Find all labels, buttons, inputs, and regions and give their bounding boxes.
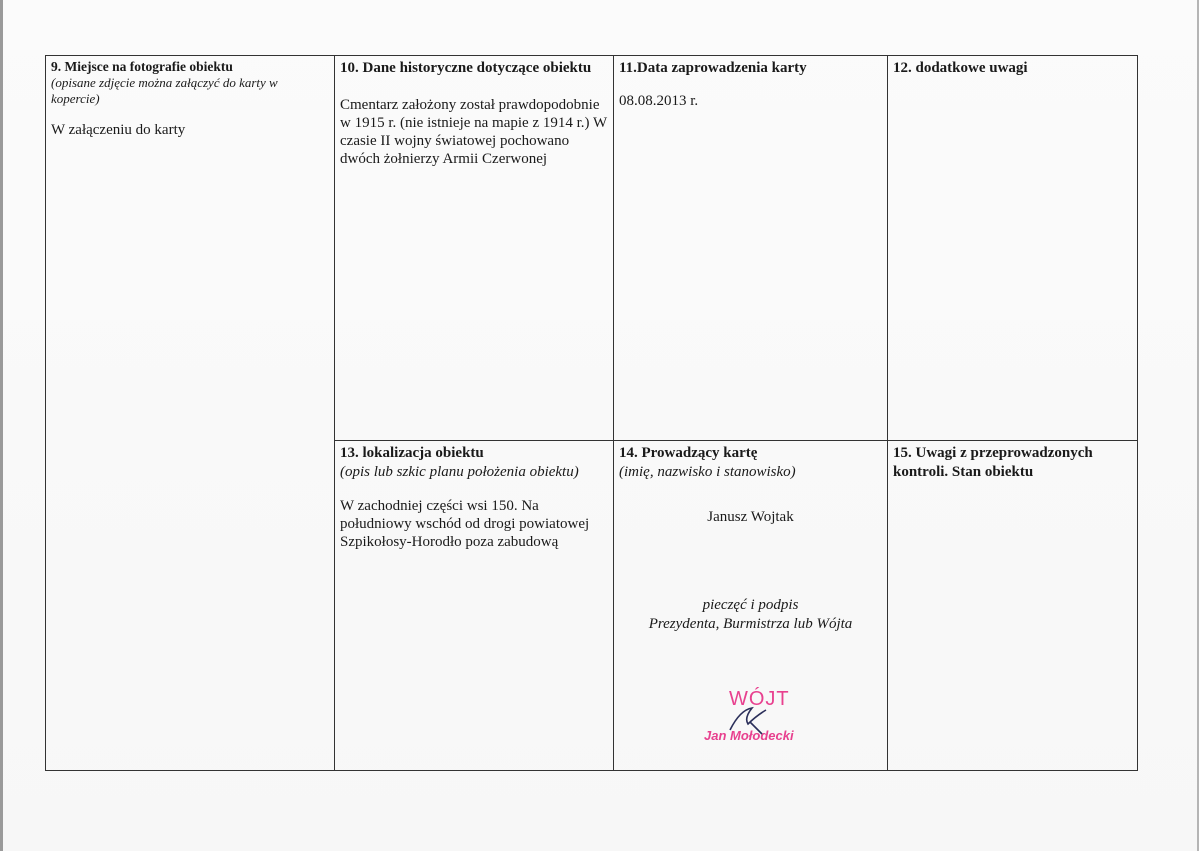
cell-card-date xyxy=(614,56,887,440)
cell-photo-location xyxy=(46,56,334,440)
cell-inspection-notes xyxy=(888,441,1138,771)
cell-historical-data xyxy=(335,56,613,440)
stamp-title: WÓJT xyxy=(729,688,790,710)
scan-edge-left xyxy=(0,0,3,851)
cell-13-body: W zachodniej części wsi 150. Na południowy wschód od drogi powiatowej Szpikołosy-Horodło poza zabudową xyxy=(340,498,590,550)
cell-9-body: W załączeniu do karty xyxy=(51,122,186,138)
cell-10-heading: 10. Dane historyczne dotyczące obiektu xyxy=(340,60,592,76)
cell-14-heading: 14. Prowadzący kartę xyxy=(619,445,758,461)
cell-11-body: 08.08.2013 r. xyxy=(619,93,699,109)
cell-14-sign-line1: pieczęć i podpis xyxy=(702,597,799,613)
signature-scribble-icon xyxy=(722,700,782,740)
cell-10-body: Cmentarz założony został prawdopodobnie w 1915 r. (nie istnieje na mapie z 1914 r.) W czasie II wojny światowej pochowano dwóch żołnierzy Armii Czerwonej xyxy=(340,97,607,167)
cell-14-person: Janusz Wojtak xyxy=(707,509,794,525)
form-table xyxy=(45,55,1138,771)
cell-15-heading: 15. Uwagi z przeprowadzonych kontroli. Stan obiektu xyxy=(893,445,1093,480)
cell-12-heading: 12. dodatkowe uwagi xyxy=(893,60,1028,76)
cell-object-location xyxy=(335,441,613,771)
cell-14-sign-line2: Prezydenta, Burmistrza lub Wójta xyxy=(648,616,853,632)
stamp-name: Jan Mołodecki xyxy=(704,728,794,743)
cell-11-heading: 11.Data zaprowadzenia karty xyxy=(619,60,807,76)
cell-additional-notes xyxy=(888,56,1138,440)
cell-9-heading: 9. Miejsce na fotografie obiektu xyxy=(51,59,233,74)
cell-13-heading: 13. lokalizacja obiektu xyxy=(340,445,484,461)
cell-14-subheading: (imię, nazwisko i stanowisko) xyxy=(619,464,796,480)
cell-9-subheading: (opisane zdjęcie można załączyć do karty w kopercie) xyxy=(51,75,278,106)
cell-13-subheading: (opis lub szkic planu położenia obiektu) xyxy=(340,464,579,480)
